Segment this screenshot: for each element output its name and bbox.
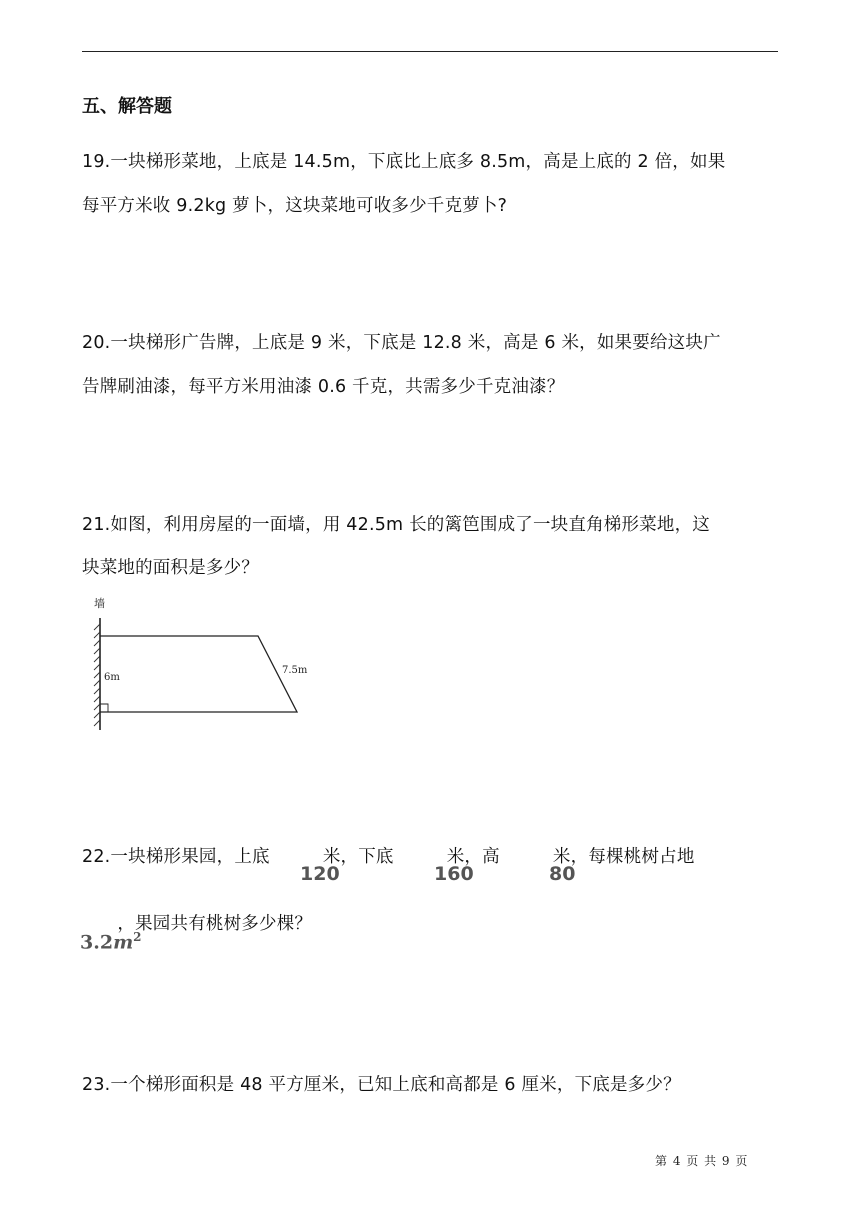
header-rule [82, 51, 778, 52]
q22-top-base: 120 [300, 863, 340, 885]
q22-area-power: 2 [133, 930, 142, 944]
q23-line1: 23.一个梯形面积是 48 平方厘米，已知上底和高都是 6 厘米，下底是多少？ [82, 1075, 681, 1095]
q20-line2: 告牌刷油漆，每平方米用油漆 0.6 千克，共需多少千克油漆？ [82, 377, 565, 397]
q20-line1: 20.一块梯形广告牌，上底是 9 米，下底是 12.8 米，高是 6 米，如果要给这块广 [82, 333, 721, 353]
wall-hatching [94, 624, 100, 726]
q22-height: 80 [549, 863, 576, 885]
q22-area-unit: m [113, 931, 134, 954]
trapezoid-figure [88, 594, 318, 734]
page-footer: 第 4 页 共 9 页 [655, 1154, 749, 1168]
q22-bottom-base: 160 [434, 863, 474, 885]
q22-line2: ，果园共有桃树多少棵？ [82, 914, 313, 934]
q22-area-per-tree [80, 930, 142, 953]
right-angle-mark [100, 704, 108, 712]
height-label: 6m [104, 672, 120, 683]
q21-line1: 21.如图，利用房屋的一面墙，用 42.5m 长的篱笆围成了一块直角梯形菜地，这 [82, 515, 710, 535]
section-title: 五、解答题 [82, 96, 172, 117]
slant-label: 7.5m [282, 665, 308, 676]
q22-area-value: 3.2 [80, 931, 114, 954]
trapezoid-outline [100, 636, 297, 712]
q19-line2: 每平方米收 9.2kg 萝卜，这块菜地可收多少千克萝卜? [82, 196, 508, 216]
q22-line1: 22.一块梯形果园，上底 米，下底 米，高 米，每棵桃树占地 [82, 847, 695, 867]
q21-line2: 块菜地的面积是多少？ [82, 558, 259, 578]
q19-line1: 19.一块梯形菜地，上底是 14.5m，下底比上底多 8.5m，高是上底的 2 倍，如果 [82, 152, 726, 172]
wall-label: 墙 [94, 597, 105, 610]
